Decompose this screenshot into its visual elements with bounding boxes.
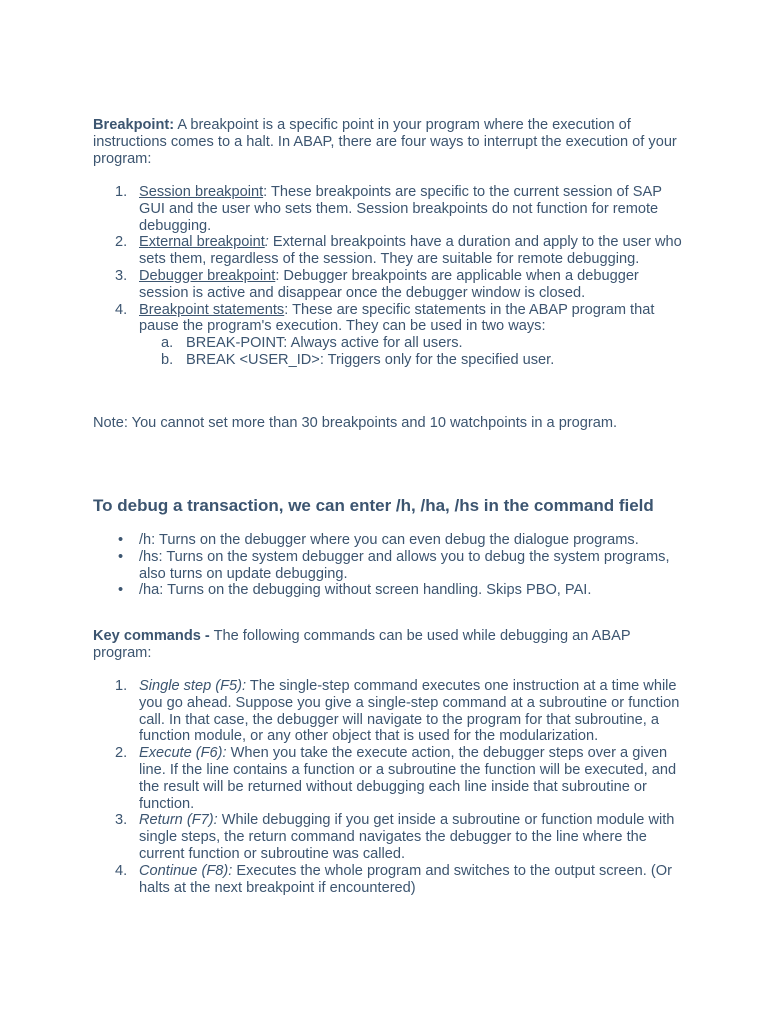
list-item [93, 268, 683, 302]
sub-item-text: BREAK <USER_ID>: Triggers only for the specified user. [186, 351, 555, 368]
separator: : [264, 234, 269, 251]
term-return: Return (F7): [139, 812, 218, 829]
list-number: 4. [115, 862, 128, 879]
item-text: The single-step command executes one instruction at a time while you go ahead. Suppose you give a single-step command at a subroutine or function call. In that case, the debugger will navigate to the program for that subroutine, a function module, or any other object that is used for the modularization. [139, 678, 680, 745]
item-text: While debugging if you get inside a subroutine or function module with single steps, the return command navigates the debugger to the line where the current function or subroutine was called. [139, 812, 675, 862]
list-item [93, 812, 683, 862]
list-number: 3. [115, 812, 128, 829]
item-text: /hs: Turns on the system debugger and allows you to debug the system programs, also turns on update debugging. [139, 548, 670, 582]
list-number: 1. [115, 184, 128, 200]
list-number: 1. [115, 678, 128, 694]
item-text: When you take the execute action, the debugger steps over a given line. If the line contains a function or a subroutine the function will be executed, and the result will be returned without debugging each line inside that subroutine or function. [139, 745, 677, 812]
list-item [93, 532, 683, 549]
list-item [93, 863, 683, 897]
bullet: • [118, 582, 124, 599]
sub-item-text: BREAK-POINT: Always active for all users. [186, 335, 463, 352]
list-item [93, 302, 683, 369]
bullet: • [118, 532, 124, 548]
key-commands-list [93, 678, 683, 896]
list-number: 4. [115, 301, 128, 318]
term-single-step: Single step (F5): [139, 678, 247, 694]
sub-list-letter: a. [161, 335, 174, 352]
item-text: These are specific statements in the ABAP program that pause the program's execution. They can be used in two ways: [139, 301, 655, 335]
term-breakpoint-statements: Breakpoint statements [139, 301, 285, 318]
term-session-breakpoint: Session breakpoint [139, 184, 264, 200]
list-number: 2. [115, 745, 128, 762]
statement-ways-list [139, 335, 683, 369]
separator: : [275, 267, 280, 284]
sub-list-item [139, 352, 683, 369]
key-commands-intro-text: The following commands can be used while debugging an ABAP program: [93, 628, 631, 661]
list-number: 2. [115, 234, 128, 251]
list-item [93, 678, 683, 745]
key-commands-intro [93, 628, 683, 662]
item-text: Debugger breakpoints are applicable when a debugger session is active and disappear once the debugger window is closed. [139, 267, 639, 301]
list-item [93, 234, 683, 268]
breakpoint-label: Breakpoint: [93, 117, 175, 133]
breakpoint-types-list [93, 184, 683, 369]
item-text: /h: Turns on the debugger where you can even debug the dialogue programs. [139, 532, 639, 548]
breakpoint-intro [93, 117, 683, 167]
bullet: • [118, 548, 124, 565]
breakpoint-intro-text: A breakpoint is a specific point in your program where the execution of instructions comes to a halt. In ABAP, there are four ways to interrupt the execution of your program: [93, 117, 677, 167]
key-commands-label: Key commands - [93, 628, 210, 644]
list-item [93, 549, 683, 583]
list-item [93, 184, 683, 234]
list-item [93, 745, 683, 812]
item-text: External breakpoints have a duration and apply to the user who sets them, regardless of the session. They are suitable for remote debugging. [139, 234, 682, 268]
separator: : [284, 301, 289, 318]
term-debugger-breakpoint: Debugger breakpoint [139, 267, 276, 284]
list-number: 3. [115, 267, 128, 284]
term-external-breakpoint: External breakpoint [139, 234, 265, 251]
item-text: Executes the whole program and switches to the output screen. (Or halts at the next breakpoint if encountered) [139, 862, 672, 896]
term-execute: Execute (F6): [139, 745, 227, 762]
item-text: /ha: Turns on the debugging without screen handling. Skips PBO, PAI. [139, 582, 592, 599]
list-item [93, 582, 683, 599]
separator: : [263, 184, 268, 200]
debug-commands-list [93, 532, 683, 599]
debug-heading: To debug a transaction, we can enter /h, /ha, /hs in the command field [93, 496, 654, 515]
sub-list-item [139, 335, 683, 352]
sub-list-letter: b. [161, 351, 174, 368]
note-text: Note: You cannot set more than 30 breakpoints and 10 watchpoints in a program. [93, 415, 618, 431]
item-text: These breakpoints are specific to the current session of SAP GUI and the user who sets them. Session breakpoints do not function for remote debugging. [139, 184, 662, 234]
term-continue: Continue (F8): [139, 862, 233, 879]
